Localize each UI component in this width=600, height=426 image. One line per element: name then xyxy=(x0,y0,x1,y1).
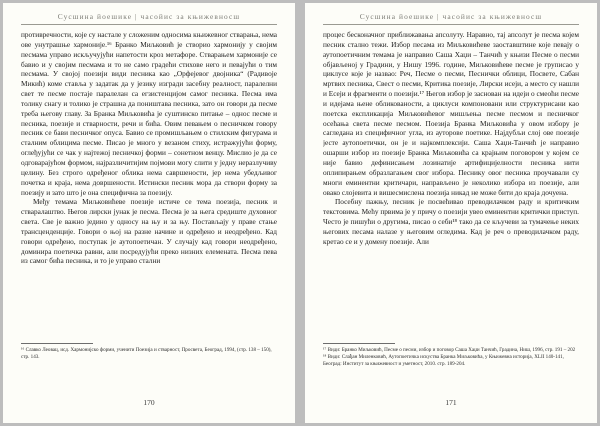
running-header: Сусшина йоешике | часойис за књижевносш xyxy=(57,12,241,21)
footnote: ¹⁸ Види: Слађан Миленковић, Аутопоетичка искуства Бранка Миљковића, у Књижевна историја, XLII 140-141, Београд: Институт за књижевност и уметност, 2010. стр. 189-204. xyxy=(323,354,564,368)
footnote-rule xyxy=(21,343,93,344)
paragraph: противречности, које су настале у сложеним односима књижевног стварања, нема ове унутрашње хармоније.¹⁶ Бранко Миљковић је створио хармонију у својим песмама управо искључујући напетости кроз метафоре. Стварањем хармоније се бавио и у својим песмама и то не само градећи стихове него и певајући о тим песмама. У својој поезији види песника као „Орфејевог двојника“ (Радивоје Микић) коме ставља у задатак да у језику изгради засебну реалност, паралелни свет те песме постаје паралелан са егзистенцијом самог песника. Песма има толику снагу и толико је страшна да поништава песника, зато он говори да песме треба његову главу. За Бранка Миљковића је суштинско питање – однос песме и песника, поезије и стварности, речи и бића. Овим певањем о песничком говору песник се бави песничког опуса. Бавио се промишљањем о стилским фигурама и сталним облицима песме. Писао је много у везаном стиху, истражујући форму, оглеђујући се чак у најтежој песничкој форми – сонетном венцу. Мислио је да се одговарајућом формом, најразличитијим појмови могу слити у једну неразлучиву целину. Без строго одређеног облика нема савршености, јер нема убедљивог почетка и краја, нема довршености. Истински песник мора да створи форму за поезију и зато што је она специфична за поезију. xyxy=(21,30,277,197)
body-text xyxy=(21,30,277,336)
footnote: ¹⁶ Славко Леовац, исд. Хармонијско форми, ученити Поезија и стварност, Просвета, Београд, 1994, (стр. 138 – 150), стр. 143. xyxy=(21,347,272,360)
footnote-rule xyxy=(323,343,395,344)
footnote: ¹⁷ Види: Бранко Миљковић, Песме о песми, избор и поговор Саша Хаџи Танчић, Градина, Ниш, 1996, стр. 191 – 202 xyxy=(323,347,576,353)
running-header: Сусшина йоешике | часойис за књижевносш xyxy=(359,12,543,21)
body-text xyxy=(323,30,579,336)
left-page xyxy=(3,3,295,423)
footnotes xyxy=(21,347,277,383)
footnotes xyxy=(323,347,579,383)
header-rule xyxy=(21,24,277,25)
paragraph: процес бесконачног приближавања апсолуту. Наравно, тај апсолут је песма којем песник стално тежи. Избор песама из Миљковићеве заоставштине које певају о аутопоетичним темама је направио Саша Хаџи – Танчић у књизи Песме о песми објављеној у Градини, у Нишу 1996. године, Миљковићеве песме је груписао у циклусе које је назвао: Реч, Песме о песми, Песнички облици, Посвете, Сабан мртвих песника, Свест о песми, Критика поезије, Лирски исеји, а место су нашли и Есеји и фрагменти о поезији.¹⁷ Његов избор је заснован на идеји о смеоћи песме и идејама њене обликованости, а циклуси компоновани или структурисани као поетска експликација Миљковићевог мишљења песме песмом и песничког осећања света песме песмом. Поезија Бранка Миљковића у овом избору је сагледана из специфичног угла, из ауторове поетике. Најдубљи слој ове поезије јесте аутопоетички, он је и најкомплексији. Саша Хаџи-Танчић је направио ошарши избор из поезије Бранка Миљковића са крајњим поговором у којем се није бавио дефинисањем лозинатије артифицијелности песника нити оплипирањем образлагањем свог избора. Песнику овог песника проучавали су многи еминентни критичари, направљено је неколико избора из поезије, али овако слојевита и вишесмислена поезија никад не може бити до краја дочуена. xyxy=(323,30,579,197)
paragraph: Посебну пажњу, песник је посвећивао преводилачком раду и критичким текстовима. Мећу првима је у причу о поезији увео еминентни критички приступ. Често је пишући о другима, писао о себи¹⁸ тако да се кључеви за тумачење неких његових песама налазе у његовим огледима. Кад је реч о преводилачком раду, кретао се и у домену поезије. Али xyxy=(323,197,579,246)
page-number: 171 xyxy=(445,398,457,407)
right-page xyxy=(305,3,597,423)
paragraph: Међу темама Миљковићеве поезије истиче се тема поезија, песник и стваралаштво. Његов лирски јунак је песма. Песма је за њега средиште духовног света. Све је важно једино у односу на њу и за њу. Постављају у праве стање трансценденције. Говори о њој на разне начине и одређено и неодређено. Кад говори одређено, поступак је аутопоетичан. У случају кад говори неодређено, доминира поетичка равни, али посредујући преко низних елемената. Песма пева из самог бића песника, и то је управо стални xyxy=(21,197,277,266)
page-number: 170 xyxy=(143,398,155,407)
header-rule xyxy=(323,24,579,25)
